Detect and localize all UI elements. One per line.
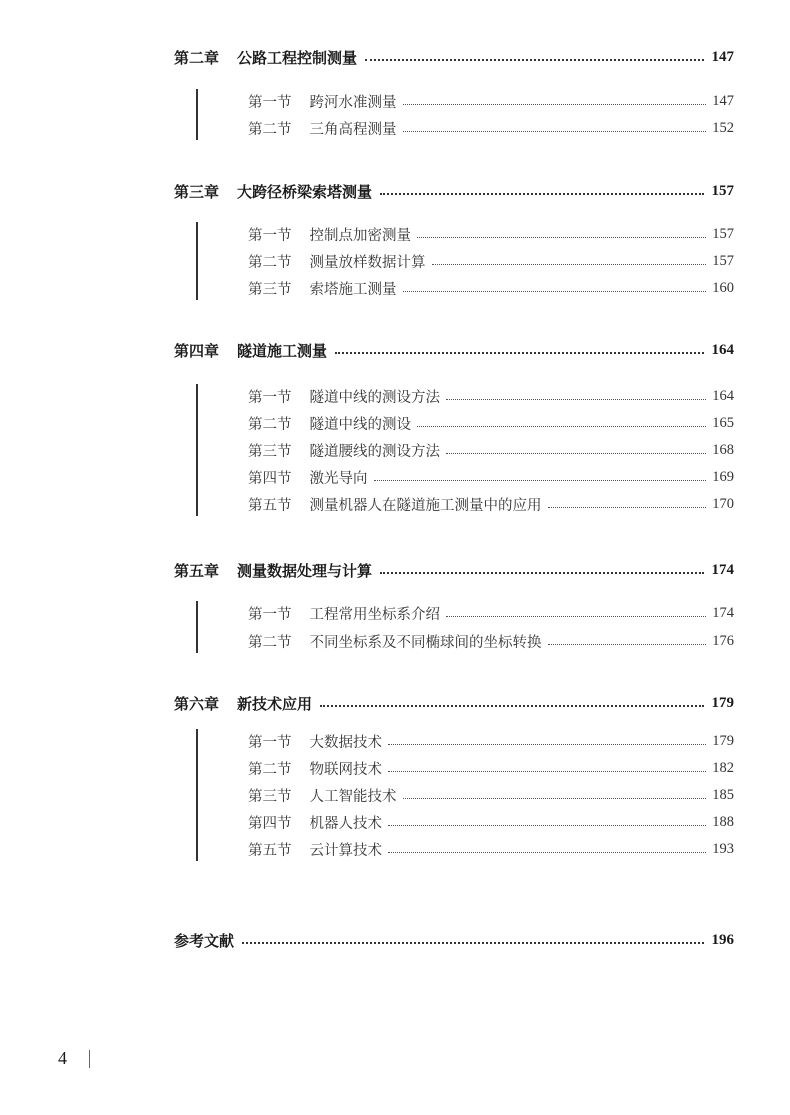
chapter-label: 第四章 <box>174 341 220 360</box>
section-title: 隧道中线的测设方法 <box>309 389 440 406</box>
section-label: 第三节 <box>248 788 292 805</box>
section-label: 第二节 <box>248 634 292 651</box>
toc-chapter[interactable] <box>174 179 734 203</box>
toc-section[interactable] <box>248 89 734 113</box>
section-title: 隧道中线的测设 <box>309 416 411 433</box>
section-page: 157 <box>712 225 734 242</box>
section-label: 第四节 <box>248 470 292 487</box>
section-label: 第二节 <box>248 254 292 271</box>
toc-section[interactable] <box>248 783 734 807</box>
dot-leader <box>374 480 707 481</box>
dot-leader <box>380 193 703 195</box>
page-footer <box>58 1048 90 1069</box>
section-label: 第一节 <box>248 734 292 751</box>
section-page: 179 <box>712 732 734 749</box>
toc-section[interactable] <box>248 249 734 273</box>
dot-leader <box>446 399 706 400</box>
section-title: 机器人技术 <box>309 815 382 832</box>
toc-section[interactable] <box>248 222 734 246</box>
dot-leader <box>548 644 707 645</box>
dot-leader <box>388 825 706 826</box>
toc-references[interactable] <box>174 928 734 952</box>
section-page: 147 <box>712 92 734 109</box>
section-label: 第三节 <box>248 281 292 298</box>
toc-chapter[interactable] <box>174 338 734 362</box>
chapter-title: 大跨径桥梁索塔测量 <box>237 182 373 201</box>
toc-chapter[interactable] <box>174 691 734 715</box>
section-page: 193 <box>712 840 734 857</box>
chapter-label: 第二章 <box>174 48 220 67</box>
chapter-title: 公路工程控制测量 <box>237 48 358 67</box>
section-page: 168 <box>712 441 734 458</box>
toc-section[interactable] <box>248 601 734 625</box>
toc-section[interactable] <box>248 729 734 753</box>
section-label: 第一节 <box>248 227 292 244</box>
section-label: 第五节 <box>248 497 292 514</box>
section-page: 170 <box>712 495 734 512</box>
section-page: 182 <box>712 759 734 776</box>
dot-leader <box>365 59 703 61</box>
dot-leader <box>403 131 707 132</box>
section-title: 物联网技术 <box>309 761 382 778</box>
dot-leader <box>335 352 703 354</box>
chapter-page: 164 <box>711 341 734 358</box>
section-title: 测量放样数据计算 <box>309 254 426 271</box>
toc-chapter[interactable] <box>174 45 734 69</box>
dot-leader <box>242 942 703 944</box>
toc-chapter[interactable] <box>174 558 734 582</box>
section-page: 160 <box>712 279 734 296</box>
toc-section[interactable] <box>248 629 734 653</box>
dot-leader <box>548 507 707 508</box>
section-page: 165 <box>712 414 734 431</box>
dot-leader <box>417 237 706 238</box>
section-page: 164 <box>712 387 734 404</box>
references-page: 196 <box>711 931 734 948</box>
toc-section[interactable] <box>248 411 734 435</box>
section-title: 大数据技术 <box>309 734 382 751</box>
toc-section[interactable] <box>248 810 734 834</box>
toc-section[interactable] <box>248 116 734 140</box>
chapter-label: 第六章 <box>174 694 220 713</box>
section-group <box>196 384 734 516</box>
dot-leader <box>380 572 703 574</box>
chapter-label: 第五章 <box>174 561 220 580</box>
dot-leader <box>432 264 707 265</box>
dot-leader <box>388 744 706 745</box>
dot-leader <box>388 852 706 853</box>
section-page: 185 <box>712 786 734 803</box>
section-label: 第一节 <box>248 606 292 623</box>
chapter-title: 新技术应用 <box>237 694 313 713</box>
section-title: 索塔施工测量 <box>309 281 397 298</box>
chapter-label: 第三章 <box>174 182 220 201</box>
section-group <box>196 601 734 653</box>
toc-section[interactable] <box>248 384 734 408</box>
section-page: 157 <box>712 252 734 269</box>
section-title: 跨河水准测量 <box>309 94 397 111</box>
chapter-page: 174 <box>711 561 734 578</box>
section-page: 176 <box>712 632 734 649</box>
section-label: 第四节 <box>248 815 292 832</box>
section-label: 第一节 <box>248 94 292 111</box>
dot-leader <box>320 705 703 707</box>
references-title: 参考文献 <box>174 931 235 950</box>
section-label: 第二节 <box>248 416 292 433</box>
section-page: 188 <box>712 813 734 830</box>
footer-divider <box>89 1050 90 1068</box>
chapter-title: 测量数据处理与计算 <box>237 561 373 580</box>
chapter-title: 隧道施工测量 <box>237 341 328 360</box>
toc-section[interactable] <box>248 465 734 489</box>
section-label: 第三节 <box>248 443 292 460</box>
dot-leader <box>388 771 706 772</box>
section-title: 三角高程测量 <box>309 121 397 138</box>
section-label: 第二节 <box>248 121 292 138</box>
section-label: 第五节 <box>248 842 292 859</box>
section-group <box>196 89 734 140</box>
section-group <box>196 222 734 300</box>
dot-leader <box>403 798 707 799</box>
toc-section[interactable] <box>248 276 734 300</box>
toc-section[interactable] <box>248 438 734 462</box>
section-label: 第二节 <box>248 761 292 778</box>
section-title: 不同坐标系及不同椭球间的坐标转换 <box>309 634 542 651</box>
section-title: 云计算技术 <box>309 842 382 859</box>
section-title: 隧道腰线的测设方法 <box>309 443 440 460</box>
toc-section[interactable] <box>248 492 734 516</box>
toc-section[interactable] <box>248 837 734 861</box>
section-title: 测量机器人在隧道施工测量中的应用 <box>309 497 542 514</box>
chapter-page: 147 <box>711 48 734 65</box>
section-title: 控制点加密测量 <box>309 227 411 244</box>
toc-section[interactable] <box>248 756 734 780</box>
section-page: 152 <box>712 119 734 136</box>
section-label: 第一节 <box>248 389 292 406</box>
section-group <box>196 729 734 861</box>
chapter-page: 179 <box>711 694 734 711</box>
chapter-page: 157 <box>711 182 734 199</box>
dot-leader <box>403 104 707 105</box>
dot-leader <box>446 453 706 454</box>
section-title: 人工智能技术 <box>309 788 397 805</box>
dot-leader <box>446 616 706 617</box>
dot-leader <box>417 426 706 427</box>
dot-leader <box>403 291 707 292</box>
page-number: 4 <box>58 1048 67 1068</box>
section-page: 169 <box>712 468 734 485</box>
section-title: 激光导向 <box>309 470 368 487</box>
section-page: 174 <box>712 604 734 621</box>
section-title: 工程常用坐标系介绍 <box>309 606 440 623</box>
